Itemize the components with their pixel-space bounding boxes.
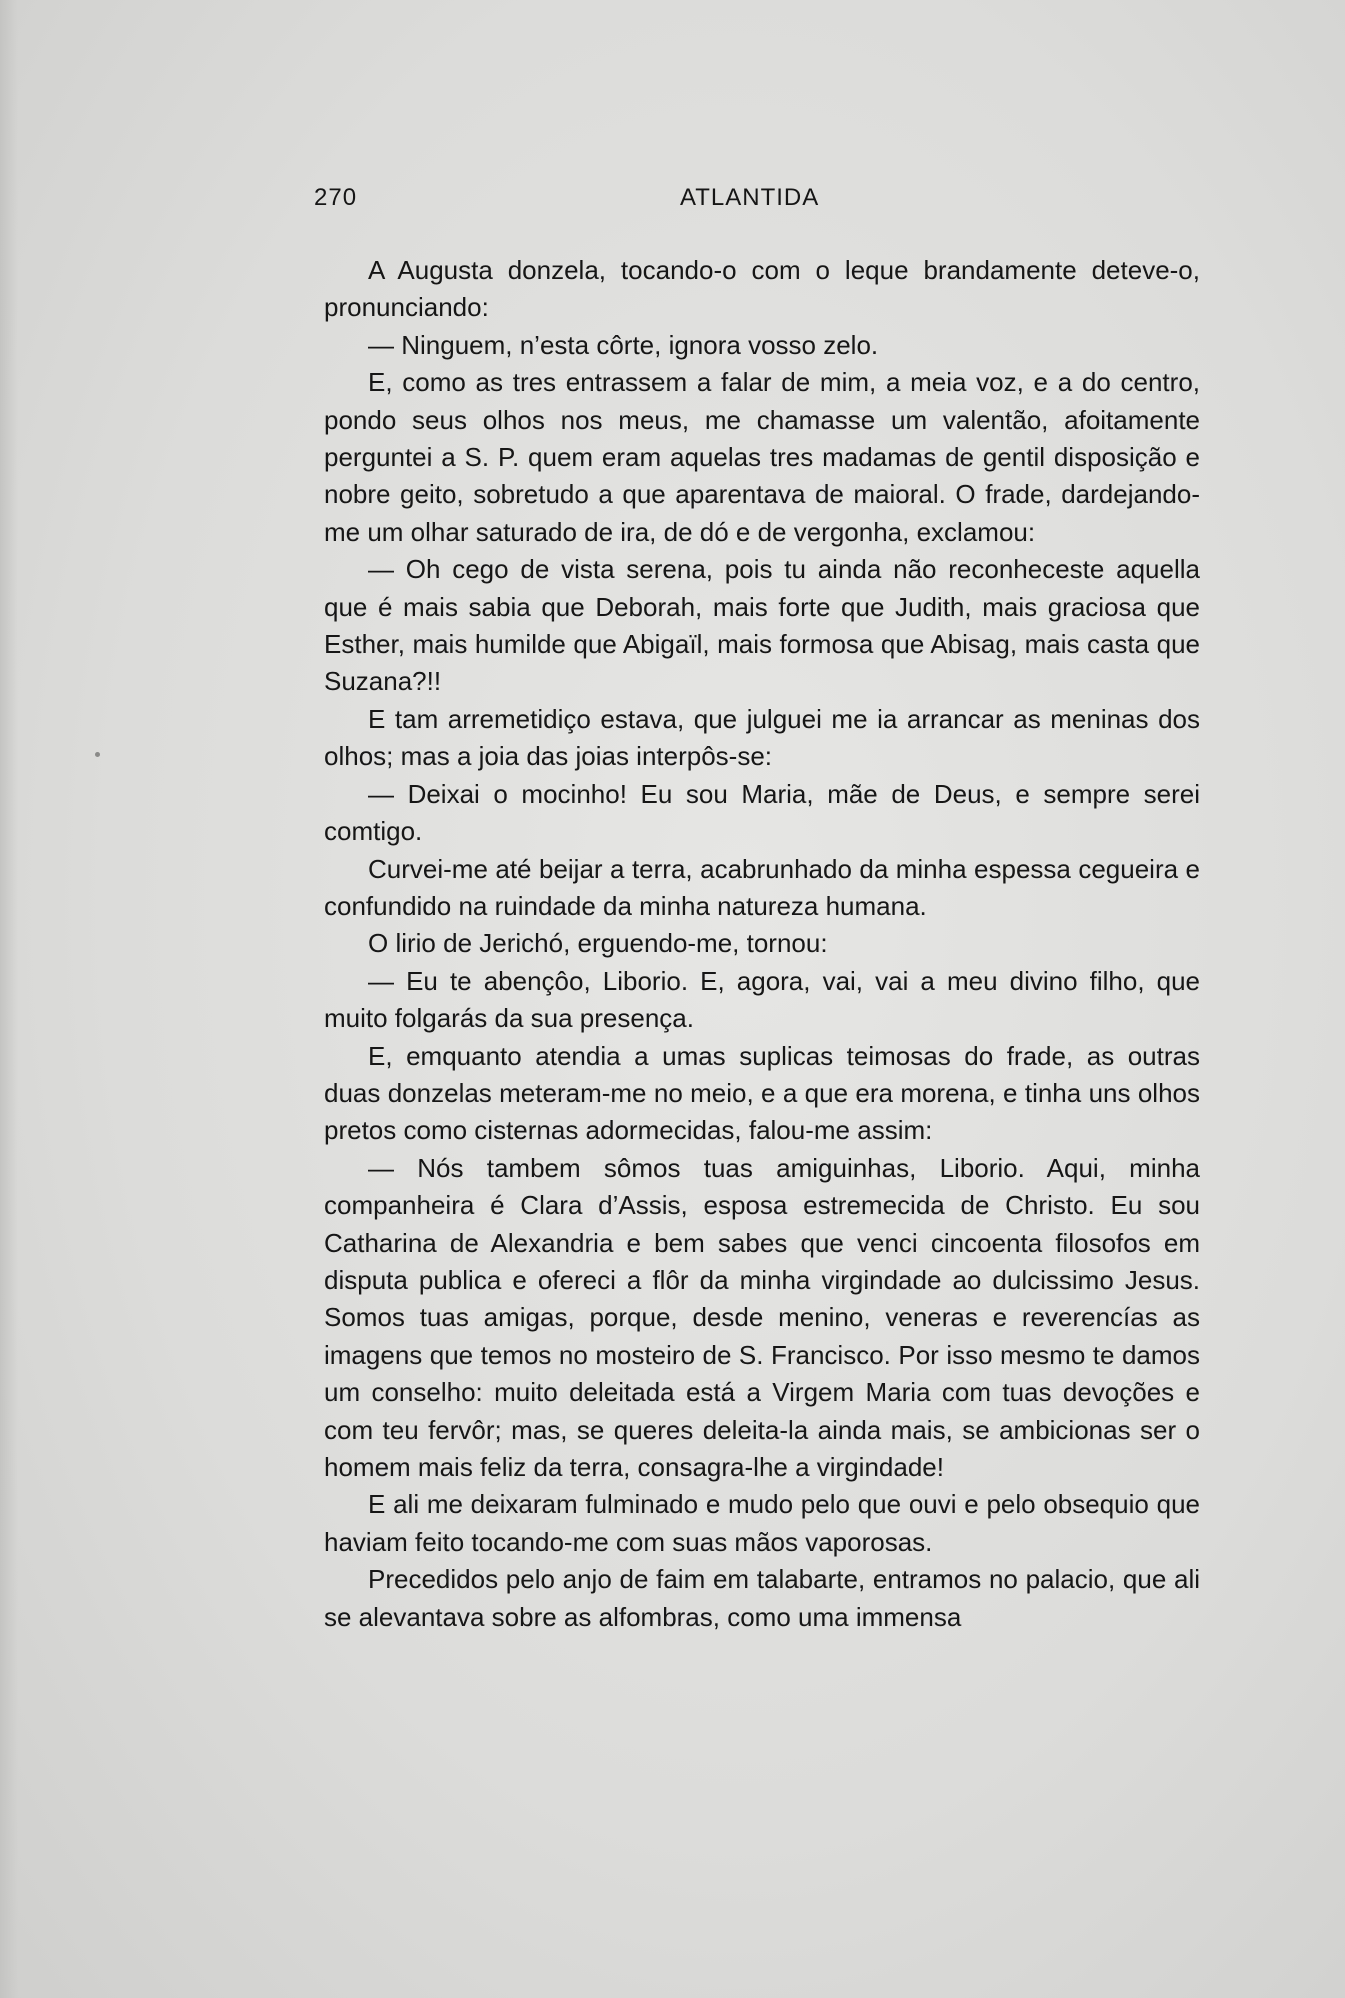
paragraph: O lirio de Jerichó, erguendo-me, tornou: <box>368 928 828 959</box>
paragraph: — Deixai o mocinho! Eu sou Maria, mãe de Deus, e sempre serei comtigo. <box>324 778 1200 847</box>
running-header <box>314 184 1240 224</box>
paragraph: Precedidos pelo anjo de faim em talabarte, entramos no palacio, que ali se alevantava sobre as alfombras, como uma immensa <box>324 1564 1200 1632</box>
paragraph: — Ninguem, n’esta côrte, ignora vosso zelo. <box>368 329 879 360</box>
paragraph: — Eu te abençôo, Liborio. E, agora, vai, vai a meu divino filho, que muito folgarás da sua presença. <box>324 965 1200 1034</box>
paragraph: E, emquanto atendia a umas suplicas teimosas do frade, as outras duas donzelas meteram-me no meio, e a que era morena, e tinha uns olhos pretos como cisternas adormecidas, falou-me assim: <box>324 1040 1200 1146</box>
paragraph: A Augusta donzela, tocando-o com o leque brandamente deteve-o, pronunciando: <box>324 255 1200 323</box>
paragraph: E ali me deixaram fulminado e mudo pelo que ouvi e pelo obsequio que haviam feito tocando-me com suas mãos vaporosas. <box>324 1489 1200 1557</box>
page-speck <box>95 752 100 757</box>
paragraph: Curvei-me até beijar a terra, acabrunhado da minha espessa cegueira e confundido na ruindade da minha natureza humana. <box>324 853 1200 921</box>
body-text <box>324 252 1200 1636</box>
page-number: 270 <box>314 184 358 211</box>
paragraph: — Nós tambem sômos tuas amiguinhas, Liborio. Aqui, minha companheira é Clara d’Assis, esposa estremecida de Christo. Eu sou Catharina de Alexandria e bem sabes que venci cincoenta filosofos em disputa publica e ofereci a flôr da minha virgindade ao dulcissimo Jesus. Somos tuas amigas, porque, desde menino, veneras e reverencías as imagens que temos no mosteiro de S. Francisco. Por isso mesmo te damos um conselho: muito deleitada está a Virgem Maria com tuas devoções e com teu fervôr; mas, se queres deleita-la ainda mais, se ambicionas ser o homem mais feliz da terra, consagra-lhe a virgindade! <box>324 1152 1200 1482</box>
paragraph: E, como as tres entrassem a falar de mim, a meia voz, e a do centro, pondo seus olhos nos meus, me chamasse um valentão, afoitamente perguntei a S. P. quem eram aquelas tres madamas de gentil disposição e nobre geito, sobretudo a que aparentava de maioral. O frade, dardejando-me um olhar saturado de ira, de dó e de vergonha, exclamou: <box>324 367 1200 547</box>
paragraph: E tam arremetidiço estava, que julguei me ia arrancar as meninas dos olhos; mas a joia das joias interpôs-se: <box>324 703 1200 772</box>
page-edge-shadow <box>0 0 18 1998</box>
paragraph: — Oh cego de vista serena, pois tu ainda não reconheceste aquella que é mais sabia que Deborah, mais forte que Judith, mais graciosa que Esther, mais humilde que Abigaïl, mais formosa que Abisag, mais casta que Suzana?!! <box>324 554 1200 697</box>
running-title: ATLANTIDA <box>680 184 820 211</box>
